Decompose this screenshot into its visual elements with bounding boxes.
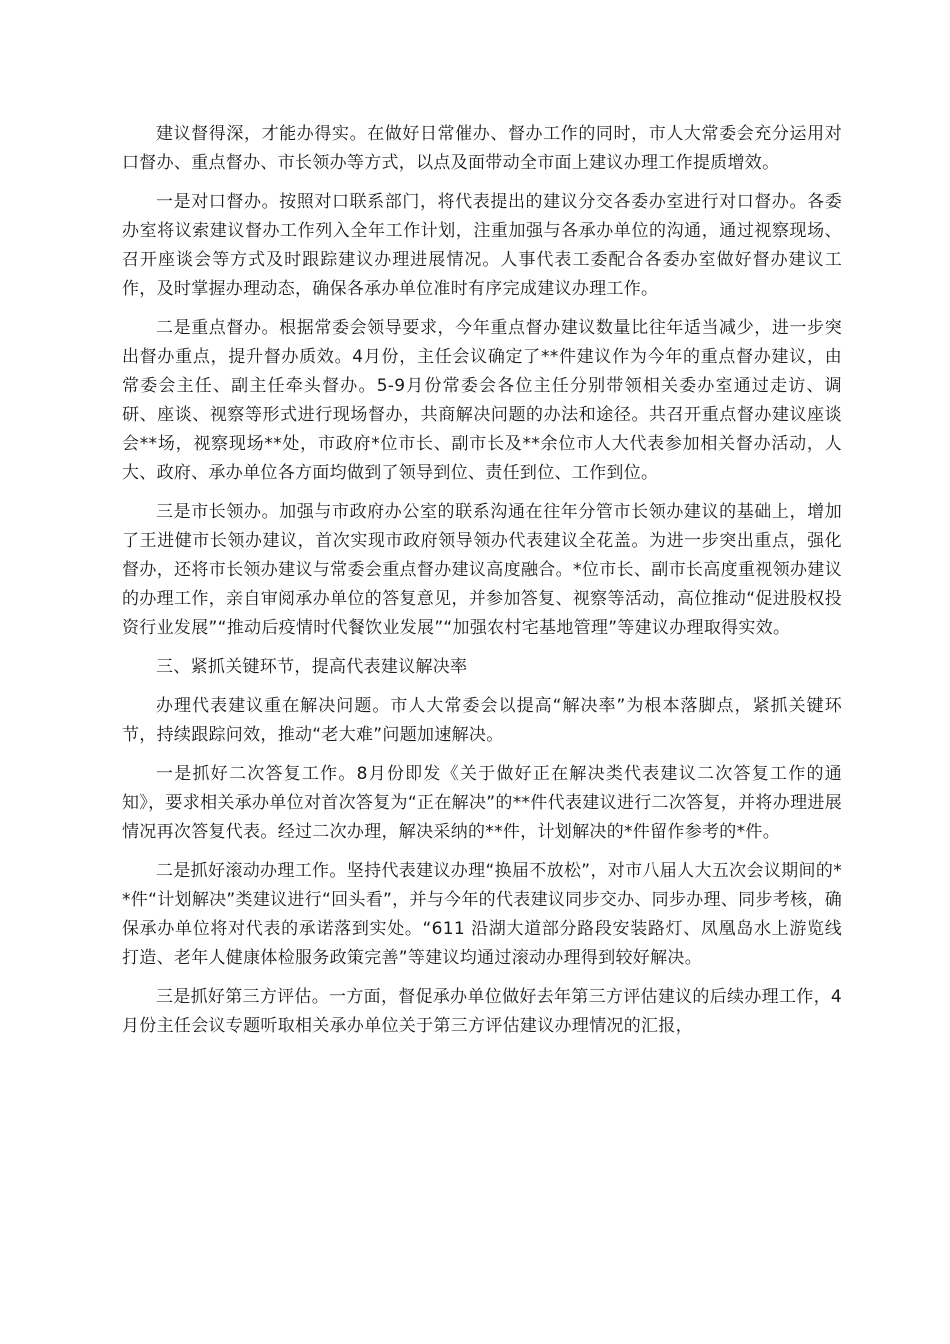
paragraph-mayor-led: 三是市长领办。加强与市政府办公室的联系沟通在往年分管市长领办建议的基础上，增加了王进健市长领办建议，首次实现市政府领导领办代表建议全花盖。为进一步突出重点，强化督办，还将市长领办建议与常委会重点督办建议高度融合。*位市长、副市长高度重视领办建议的办理工作，亲自审阅承办单位的答复意见，并参加答复、视察等活动，高位推动“促进股权投资行业发展”“推动后疫情时代餐饮业发展”“加强农村宅基地管理”等建议办理取得实效。 (122, 502, 842, 638)
paragraph-counterpart-supervision: 一是对口督办。按照对口联系部门，将代表提出的建议分交各委办室进行对口督办。各委办室将议索建议督办工作列入全年工作计划，注重加强与各承办单位的沟通，通过视察现场、召开座谈会等方式及时跟踪建议办理进展情况。人事代表工委配合各委办室做好督办建议工作，及时掌握办理动态，确保各承办单位准时有序完成建议办理工作。 (122, 192, 842, 299)
paragraph-resolution-intro: 办理代表建议重在解决问题。市人大常委会以提高“解决率”为根本落脚点，紧抓关键环节，持续跟踪问效，推动“老大难”问题加速解决。 (122, 696, 842, 745)
paragraph-rolling-handling: 二是抓好滚动办理工作。坚持代表建议办理“换届不放松”，对市八届人大五次会议期间的**件“计划解决”类建议进行“回头看”，并与今年的代表建议同步交办、同步办理、同步考核，确保承办单位将对代表的承诺落到实处。“611 沿湖大道部分路段安装路灯、凤凰岛水上游览线打造、老年人健康体检服务政策完善”等建议均通过滚动办理得到较好解决。 (122, 861, 842, 968)
paragraph-key-supervision: 二是重点督办。根据常委会领导要求，今年重点督办建议数量比往年适当减少，进一步突出督办重点，提升督办质效。4月份，主任会议确定了**件建议作为今年的重点督办建议，由常委会主任、副主任牵头督办。5-9月份常委会各位主任分别带领相关委办室通过走访、调研、座谈、视察等形式进行现场督办，共商解决问题的办法和途径。共召开重点督办建议座谈会**场，视察现场**处，市政府*位市长、副市长及**余位市人大代表参加相关督办活动，人大、政府、承办单位各方面均做到了领导到位、责任到位、工作到位。 (122, 318, 842, 483)
section-heading-three: 三、紧抓关键环节，提高代表建议解决率 (156, 657, 468, 677)
paragraph-supervision-intro: 建议督得深，才能办得实。在做好日常催办、督办工作的同时，市人大常委会充分运用对口督办、重点督办、市长领办等方式，以点及面带动全市面上建议办理工作提质增效。 (122, 124, 842, 173)
paragraph-second-reply: 一是抓好二次答复工作。8月份即发《关于做好正在解决类代表建议二次答复工作的通知》，要求相关承办单位对首次答复为“正在解决”的**件代表建议进行二次答复，并将办理进展情况再次答复代表。经过二次办理，解决采纳的**件，计划解决的*件留作参考的*件。 (122, 764, 842, 842)
paragraph-third-party-evaluation: 三是抓好第三方评估。一方面，督促承办单位做好去年第三方评估建议的后续办理工作，4月份主任会议专题听取相关承办单位关于第三方评估建议办理情况的汇报， (122, 987, 842, 1036)
document-page (122, 120, 842, 1051)
